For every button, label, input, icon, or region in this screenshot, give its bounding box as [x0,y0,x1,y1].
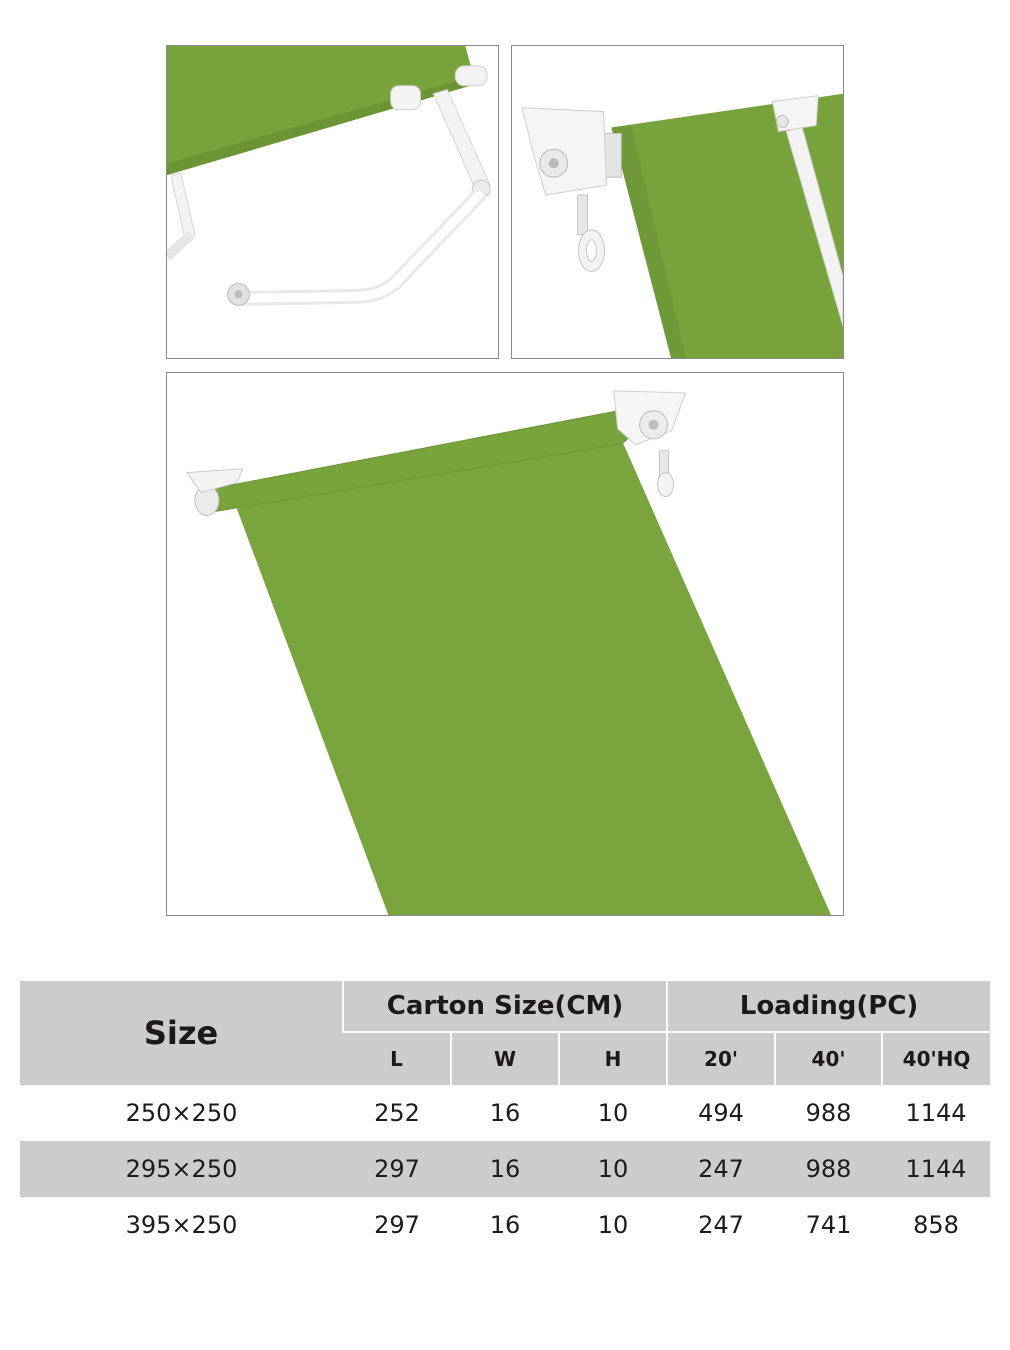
cell-40hq: 858 [913,1211,959,1239]
table-row [20,1197,990,1253]
header-40hq: 40'HQ [882,1032,990,1085]
cell-h: 10 [597,1099,629,1127]
header-20ft: 20' [667,1032,775,1085]
cell-40ft: 988 [775,1141,882,1197]
cell-w: 16 [489,1099,521,1127]
roller-bracket-illustration [512,46,843,358]
cell-h: 10 [597,1211,629,1239]
cell-20ft: 247 [698,1211,744,1239]
header-l: L [343,1032,451,1085]
cell-w: 16 [451,1141,559,1197]
arm-bracket-illustration [167,46,498,358]
cell-h: 10 [559,1141,667,1197]
photo-awning-overview [166,372,844,916]
cell-size: 395×250 [125,1211,238,1239]
header-w: W [451,1032,559,1085]
header-40ft: 40' [775,1032,882,1085]
cell-l: 297 [374,1211,420,1239]
header-loading: Loading(PC) [667,981,990,1032]
cell-l: 297 [343,1141,451,1197]
header-carton-size: Carton Size(CM) [343,981,667,1032]
cell-w: 16 [489,1211,521,1239]
spec-table [20,981,990,1253]
cell-40ft: 988 [805,1099,852,1127]
cell-l: 252 [374,1099,420,1127]
photo-arm-bracket [166,45,499,359]
table-row [20,1085,990,1141]
cell-size: 250×250 [125,1099,238,1127]
awning-overview-illustration [167,373,843,915]
cell-20ft: 494 [698,1099,744,1127]
photo-roller-bracket [511,45,844,359]
cell-40hq: 1144 [905,1099,967,1127]
header-h: H [559,1032,667,1085]
header-size: Size [20,981,343,1085]
cell-size: 295×250 [20,1141,343,1197]
cell-40hq: 1144 [882,1141,990,1197]
cell-20ft: 247 [667,1141,775,1197]
cell-40ft: 741 [805,1211,852,1239]
table-row [20,1141,990,1197]
